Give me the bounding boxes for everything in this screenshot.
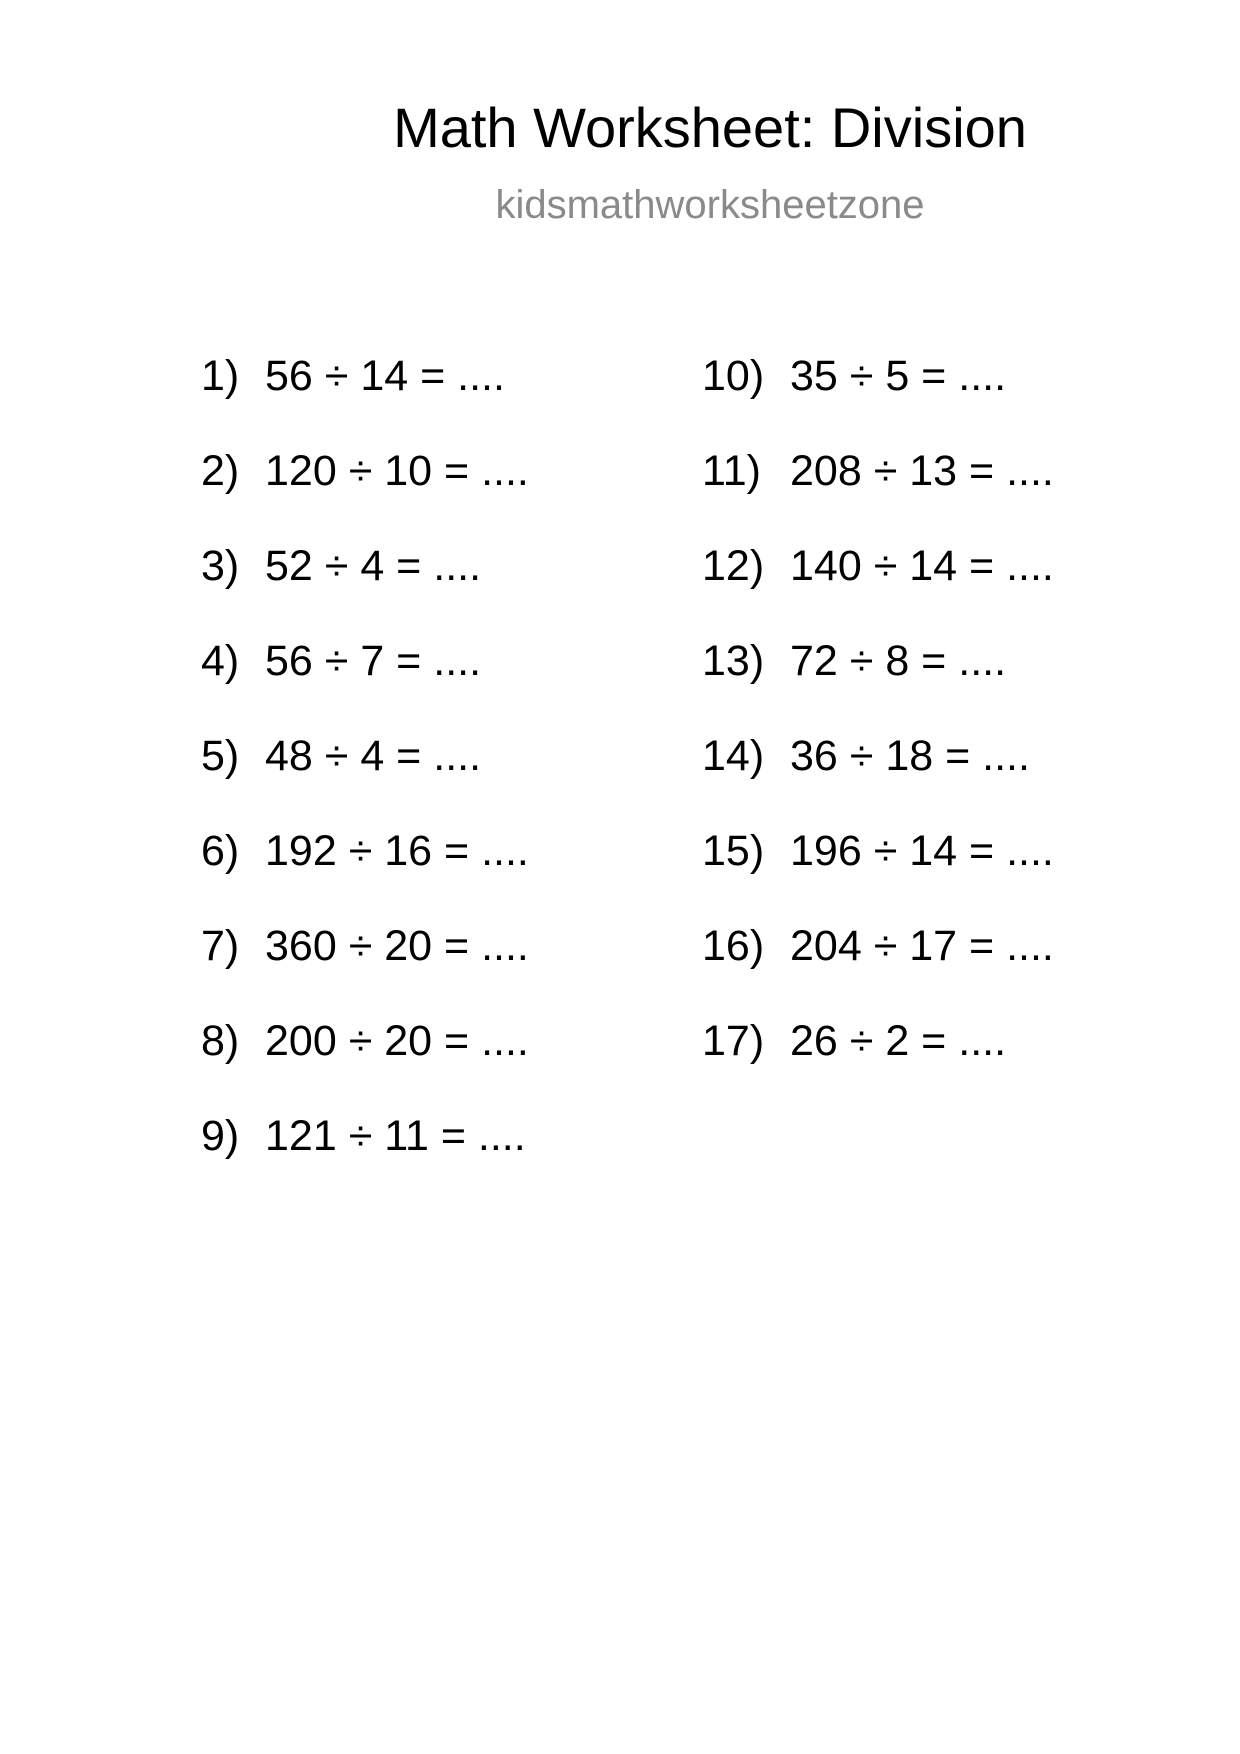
problem-expression: 36 ÷ 18 = .... bbox=[790, 732, 1030, 780]
problem-expression: 121 ÷ 11 = .... bbox=[265, 1112, 526, 1160]
problem-expression: 26 ÷ 2 = .... bbox=[790, 1017, 1007, 1065]
problem-item bbox=[702, 445, 1054, 540]
problem-expression: 56 ÷ 7 = .... bbox=[265, 637, 482, 685]
problem-expression: 192 ÷ 16 = .... bbox=[265, 827, 529, 875]
problem-item bbox=[702, 350, 1054, 445]
problem-item bbox=[702, 825, 1054, 920]
problem-item bbox=[201, 635, 529, 730]
problem-expression: 196 ÷ 14 = .... bbox=[790, 827, 1054, 875]
problems-right-column bbox=[702, 350, 1054, 1110]
problem-expression: 48 ÷ 4 = .... bbox=[265, 732, 482, 780]
page-title: Math Worksheet: Division bbox=[393, 96, 1027, 159]
problem-number: 7) bbox=[201, 922, 240, 970]
problem-item bbox=[702, 1015, 1054, 1110]
problem-item bbox=[201, 350, 529, 445]
problem-expression: 52 ÷ 4 = .... bbox=[265, 542, 482, 590]
problem-expression: 56 ÷ 14 = .... bbox=[265, 352, 505, 400]
problem-number: 1) bbox=[201, 352, 240, 400]
problem-expression: 140 ÷ 14 = .... bbox=[790, 542, 1054, 590]
problem-number: 8) bbox=[201, 1017, 240, 1065]
problem-expression: 120 ÷ 10 = .... bbox=[265, 447, 529, 495]
problem-item bbox=[702, 730, 1054, 825]
problem-item bbox=[702, 540, 1054, 635]
problem-item bbox=[201, 540, 529, 635]
problem-item bbox=[201, 1110, 529, 1205]
problem-number: 15) bbox=[702, 827, 765, 875]
problem-number: 6) bbox=[201, 827, 240, 875]
problem-number: 12) bbox=[702, 542, 765, 590]
problem-expression: 72 ÷ 8 = .... bbox=[790, 637, 1007, 685]
problem-expression: 200 ÷ 20 = .... bbox=[265, 1017, 529, 1065]
problem-number: 5) bbox=[201, 732, 240, 780]
problem-number: 16) bbox=[702, 922, 765, 970]
problem-number: 9) bbox=[201, 1112, 240, 1160]
problem-number: 4) bbox=[201, 637, 240, 685]
problem-expression: 35 ÷ 5 = .... bbox=[790, 352, 1007, 400]
problem-number: 17) bbox=[702, 1017, 765, 1065]
problem-item bbox=[201, 445, 529, 540]
problem-item bbox=[201, 730, 529, 825]
problem-item bbox=[201, 1015, 529, 1110]
problem-item bbox=[702, 920, 1054, 1015]
problem-expression: 204 ÷ 17 = .... bbox=[790, 922, 1054, 970]
problem-number: 10) bbox=[702, 352, 765, 400]
problem-expression: 360 ÷ 20 = .... bbox=[265, 922, 529, 970]
problem-item bbox=[201, 825, 529, 920]
problem-number: 3) bbox=[201, 542, 240, 590]
problem-number: 13) bbox=[702, 637, 765, 685]
problem-expression: 208 ÷ 13 = .... bbox=[790, 447, 1054, 495]
problem-number: 14) bbox=[702, 732, 765, 780]
page-subtitle: kidsmathworksheetzone bbox=[495, 183, 925, 227]
problems-left-column bbox=[201, 350, 529, 1205]
problem-item bbox=[702, 635, 1054, 730]
problem-number: 11) bbox=[702, 447, 761, 495]
problem-item bbox=[201, 920, 529, 1015]
problem-number: 2) bbox=[201, 447, 240, 495]
